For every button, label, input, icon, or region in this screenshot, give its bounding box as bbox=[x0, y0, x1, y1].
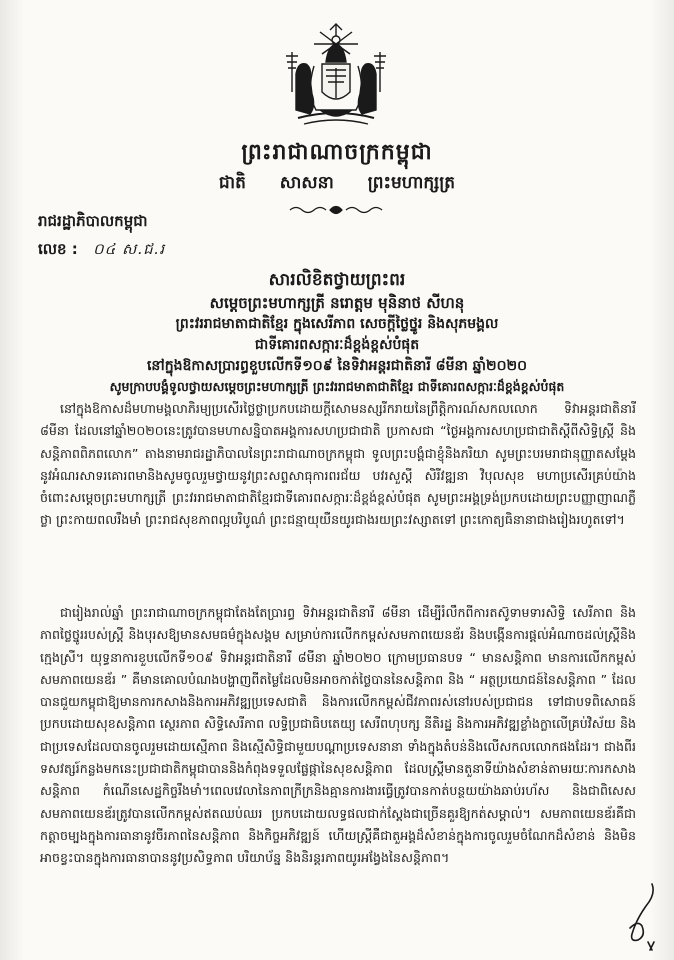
document-number-value: ០៤ ស.ជ.រ bbox=[93, 240, 166, 258]
royal-coat-of-arms-icon bbox=[276, 22, 396, 134]
title-line-3: ព្រះវររាជមាតាជាតិខ្មែរ ក្នុងសេរីភាព សេចក្តីថ្លៃថ្នូរ និងសុភមង្គល bbox=[175, 316, 499, 332]
letter-title-block bbox=[30, 268, 644, 397]
motto-religion: សាសនា bbox=[279, 173, 334, 193]
document-number-label: លេខ : bbox=[38, 240, 78, 258]
body-paragraph-2: ជារៀងរាល់ឆ្នាំ ព្រះរាជាណាចក្រកម្ពុជាតែងតែប្រារព្ធ ទិវាអន្តរជាតិនារី ៨មីនា ដើម្បីរំលឹកពីការតស៊ូទាមទារសិទ្ធិ សេរីភាព និងភាពថ្លៃថ្នូររបស់ស្ត្រី និងបុរសឱ្យមានសមធម៌ក្នុងសង្គម សម្រាប់ការលើកកម្ពស់សមភាពយេនឌ័រ និងបង្កើនការផ្តល់អំណាចដល់ស្ត្រីនិងក្មេងស្រី។ យុទ្ធនាការខួបលើកទី១០៩ ទិវាអន្តរជាតិនារី ៨មីនា ឆ្នាំ២០២០ ក្រោមប្រធានបទ “ មានសន្តិភាព មានការលើកកម្ពស់សមភាពយេនឌ័រ ” គឺមានគោលបំណងបង្ហាញពីតម្លៃដែលមិនអាចកាត់ថ្លៃបាននៃសន្តិភាព និង “ អត្ថប្រយោជន៍នៃសន្តិភាព ” ដែលបានជួយកម្ពុជាឱ្យមានការកសាងនិងការអភិវឌ្ឍប្រទេសជាតិ និងការលើកកម្ពស់ជីវភាពរស់នៅរបស់ប្រជាជន ទៅជាបទពិសោធន៍ប្រកបដោយសុខសន្តិភាព ស្ថេរភាព សិទ្ធិសេរីភាព លទ្ធិប្រជាធិបតេយ្យ សេរីពហុបក្ស នីតិរដ្ឋ និងការអភិវឌ្ឍខ្លាំងក្លាលើគ្រប់វិស័យ និងជាប្រទេសដែលបានចូលរួមដោយស្មើភាព និងស្មើសិទ្ធិជាមួយបណ្តាប្រទេសនានា ទាំងក្នុងតំបន់និងលើសកលលោកផងដែរ។ ជាងពីរទសវត្សរ៍កន្លងមកនេះប្រជាជាតិកម្ពុជាបាននិងកំពុងទទួលផ្លែផ្កានៃសុខសន្តិភាព ដែលស្ត្រីមានតួនាទីយ៉ាងសំខាន់តាមរយៈការកសាងសន្តិភាព កំណើនសេដ្ឋកិច្ចរឹងមាំ។ពេលវេលានៃភាពក្រីក្រនិងគ្មានការងារធ្វើត្រូវបានកាត់បន្ថយយ៉ាងឆាប់រហ័ស និងជាពិសេស សមភាពយេនឌ័រត្រូវបានលើកកម្ពស់ឥតឈប់ឈរ ប្រកបដោយលទ្ធផលជាក់ស្តែងជាច្រើនគួរឱ្យកត់សម្គាល់។ សមភាពយេនឌ័រគឺជាកត្តាចម្បងក្នុងការធានានូវចីរភាពនៃសន្តិភាព និងកិច្ចអភិវឌ្ឍន៍ ហើយស្ត្រីគឺជាតួអង្គដ៏សំខាន់ក្នុងការចូលរួមចំណែកដ៏សំខាន់ និងមិនអាចខ្វះបានក្នុងការធានាបាននូវប្រសិទ្ធភាព បរិយាប័ន្ន និងនិរន្តរភាពយូរអង្វែងនៃសន្តិភាព។ bbox=[40, 605, 636, 866]
national-motto bbox=[0, 172, 674, 197]
motto-nation: ជាតិ bbox=[218, 173, 246, 193]
motto-king: ព្រះមហាក្សត្រ bbox=[367, 173, 456, 193]
title-line-6: សូមក្រាបបង្គំទូលថ្វាយសម្តេចព្រះមហាក្សត្រី ព្រះវររាជមាតាជាតិខ្មែរ ជាទីគោរពសក្ការៈដ៏ខ្ពង់ខ្ពស់បំផុត bbox=[109, 379, 565, 394]
body-paragraph-1: នៅក្នុងឱកាសដ៏មហាមង្គលាភិរម្យប្រសើរថ្លៃថ្លាប្រកបដោយក្តីសោមនស្សរីករាយនៃព្រឹត្តិការណ៍សកលលោក ទិវាអន្តរជាតិនារី ៨មីនា ដែលនៅឆ្នាំ២០២០នេះត្រូវបានមហាសន្និបាតអង្គការសហប្រជាជាតិ ប្រកាសជា “ថ្ងៃអង្គការសហប្រជាជាតិស្តីពីសិទ្ធិស្ត្រី និងសន្តិភាពពិភពលោក” តាងនាមរាជរដ្ឋាភិបាលនៃព្រះរាជាណាចក្រកម្ពុជា ទូលព្រះបង្គំជាខ្ញុំនិងភរិយា សូមព្រះបរមរាជានុញ្ញាតសម្តែងនូវអំណរសាទរគោរពមានិងសូមចូលរួមថ្វាយនូវព្រះសព្ទសាធុការពរជ័យ បវរសួស្តី សិរីវឌ្ឍនា វិបុលសុខ មហាប្រសើរគ្រប់យ៉ាង ចំពោះសម្តេចព្រះមហាក្សត្រី ព្រះវររាជមាតាជាតិខ្មែរជាទីគោរពសក្ការៈដ៏ខ្ពង់ខ្ពស់បំផុត សូមព្រះអង្គទ្រង់ប្រកបដោយព្រះបញ្ញាញាណភ្លឺថ្លា ព្រះកាយពលរឹងមាំ ព្រះរាជសុខភាពល្អបរិបូណ៌ ព្រះជន្មាយុយឺនយូរជាងរយព្រះវស្សាតទៅ ព្រះកោត្យធិនានាជាងរៀងរហូតទៅ។ bbox=[40, 401, 636, 528]
title-line-2: សម្តេចព្រះមហាក្សត្រី នរោត្តម មុនិនាថ សីហនុ bbox=[209, 294, 465, 312]
ornament-divider-icon bbox=[288, 203, 384, 217]
kingdom-heading: ព្រះរាជាណាចក្រកម្ពុជា bbox=[241, 140, 433, 165]
issuer-government: រាជរដ្ឋាភិបាលកម្ពុជា bbox=[38, 212, 148, 230]
signature-mark-icon bbox=[612, 880, 664, 952]
title-line-1: សារលិខិតថ្វាយព្រះពរ bbox=[268, 270, 406, 290]
title-line-5: នៅក្នុងឱកាសប្រារព្ធខួបលើកទី១០៩ នៃទិវាអន្តរជាតិនារី ៨មីនា ឆ្នាំ២០២០ bbox=[146, 358, 528, 374]
document-number bbox=[38, 240, 165, 262]
title-line-4: ជាទីគោរពសក្ការៈដ៏ខ្ពង់ខ្ពស់បំផុត bbox=[254, 337, 420, 353]
